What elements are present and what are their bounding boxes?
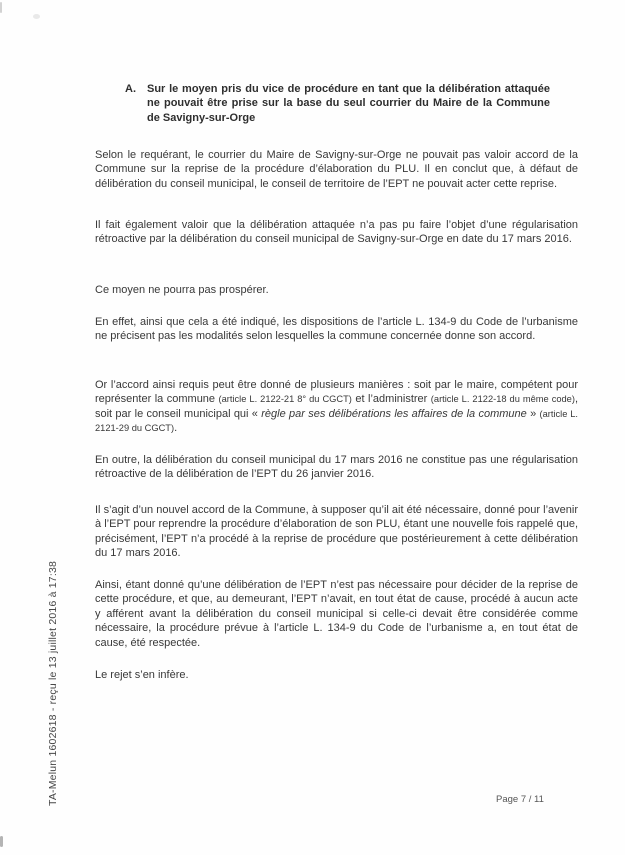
scan-artifact [33,14,40,19]
scan-artifact [0,2,2,13]
legal-citation: (article L. 2122-18 du même code) [430,394,575,405]
paragraph-segment: Or l’accord ainsi requis peut être donné de plusieurs manières : soit par le maire, compétent pour représenter la commune [95,379,578,406]
paragraph: En outre, la délibération du conseil municipal du 17 mars 2016 ne constitue pas une régularisation rétroactive de la délibération de l’EPT du 26 janvier 2016. [95,454,578,481]
paragraph-segment: . [174,422,178,435]
paragraph-segment: et l’administrer [351,393,431,406]
section-heading [125,82,550,125]
section-heading-marker: A. [125,83,136,95]
paragraph: Ainsi, étant donné qu’une délibération de l’EPT n’est pas nécessaire pour décider de la reprise de cette procédure, et que, au demeurant, l’EPT n’avait, en tout état de cause, procédé à aucun acte y afférent avant la délibération du conseil municipal si celle-ci devait être considérée comme nécessaire, la procédure prévue à l’article L. 134-9 du Code de l’urbanisme a, en tout état de cause, été respectée. [95,579,578,649]
paragraph-segment: » [526,407,540,420]
section-heading-text: Sur le moyen pris du vice de procédure en tant que la délibération attaquée ne pouvait être prise sur la base du seul courrier du Maire de la Commune de Savigny-sur-Orge [147,83,550,124]
paragraph: Le rejet s’en infère. [95,669,189,681]
scan-artifact [0,836,3,847]
paragraph: Il fait également valoir que la délibération attaquée n’a pas pu faire l’objet d’une régularisation rétroactive par la délibération du conseil municipal de Savigny-sur-Orge en date du 17 mars 2016. [95,219,578,246]
paragraph: Il s’agit d’un nouvel accord de la Commune, à supposer qu’il ait été nécessaire, donné pour l’avenir à l’EPT pour reprendre la procédure d’élaboration de son PLU, étant une nouvelle fois rappelé que, précisément, l’EPT n’a procédé à la reprise de procédure que postérieurement à cette délibération du 17 mars 2016. [95,504,578,560]
registration-stamp: TA-Melun 1602618 - reçu le 13 juillet 2016 à 17:38 [47,560,59,806]
paragraph: Ce moyen ne pourra pas prospérer. [95,284,269,296]
paragraph: En effet, ainsi que cela a été indiqué, les dispositions de l’article L. 134-9 du Code de l’urbanisme ne précisent pas les modalités selon lesquelles la commune concernée donne son accord. [95,316,578,343]
paragraph: Selon le requérant, le courrier du Maire de Savigny-sur-Orge ne pouvait pas valoir accord de la Commune sur la reprise de la procédure d’élaboration du PLU. Il en conclut que, à défaut de délibération du conseil municipal, le conseil de territoire de l’EPT ne pouvait acter cette reprise. [95,149,578,190]
legal-citation: (article L. 2122-21 8° du CGCT) [218,394,352,405]
quoted-text: règle par ses délibérations les affaires de la commune [261,407,527,420]
legal-citation: (article L. 2121-29 du CGCT) [95,408,578,434]
page-number: Page 7 / 11 [496,794,544,805]
paragraph [95,378,578,436]
paragraph-segment: , soit par le conseil municipal qui « [95,393,579,420]
